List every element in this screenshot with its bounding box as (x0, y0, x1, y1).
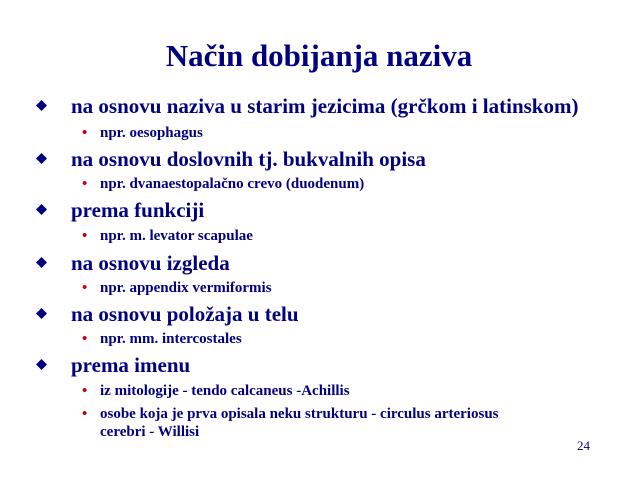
square-bullet-icon (36, 153, 47, 164)
dot-bullet-icon: • (82, 125, 88, 141)
dot-bullet-icon: • (82, 383, 88, 399)
square-bullet-icon (36, 308, 47, 319)
square-bullet-icon (36, 100, 47, 111)
sub-bullet-text: npr. appendix vermiformis (100, 280, 272, 296)
slide-title: Način dobijanja naziva (165, 38, 473, 73)
dot-bullet-icon: • (82, 331, 88, 347)
dot-bullet-icon: • (82, 176, 88, 192)
dot-bullet-icon: • (82, 280, 88, 296)
bullet-text: na osnovu položaja u telu (71, 302, 299, 326)
dot-bullet-icon: • (82, 228, 88, 244)
dot-bullet-icon: • (82, 406, 88, 422)
bullet-text: na osnovu izgleda (71, 251, 230, 275)
sub-bullet-text: npr. oesophagus (100, 125, 203, 141)
sub-bullet-text: npr. mm. intercostales (100, 331, 242, 347)
bullet-text: prema imenu (71, 353, 191, 377)
bullet-text: na osnovu naziva u starim jezicima (grčkom i latinskom) (71, 94, 579, 118)
sub-bullet-text: iz mitologije - tendo calcaneus -Achillis (100, 383, 350, 399)
bullet-text: prema funkciji (71, 198, 205, 222)
sub-bullet-text: osobe koja je prva opisala neku strukturu - circulus arteriosus (100, 406, 499, 422)
sub-bullet-text: npr. dvanaestopalačno crevo (duodenum) (100, 176, 365, 192)
sub-bullet-text: cerebri - Willisi (100, 424, 200, 440)
square-bullet-icon (36, 257, 47, 268)
sub-bullet-text: npr. m. levator scapulae (100, 228, 253, 244)
bullet-text: na osnovu doslovnih tj. bukvalnih opisa (71, 147, 426, 171)
square-bullet-icon (36, 204, 47, 215)
page-number: 24 (577, 438, 590, 453)
square-bullet-icon (36, 359, 47, 370)
